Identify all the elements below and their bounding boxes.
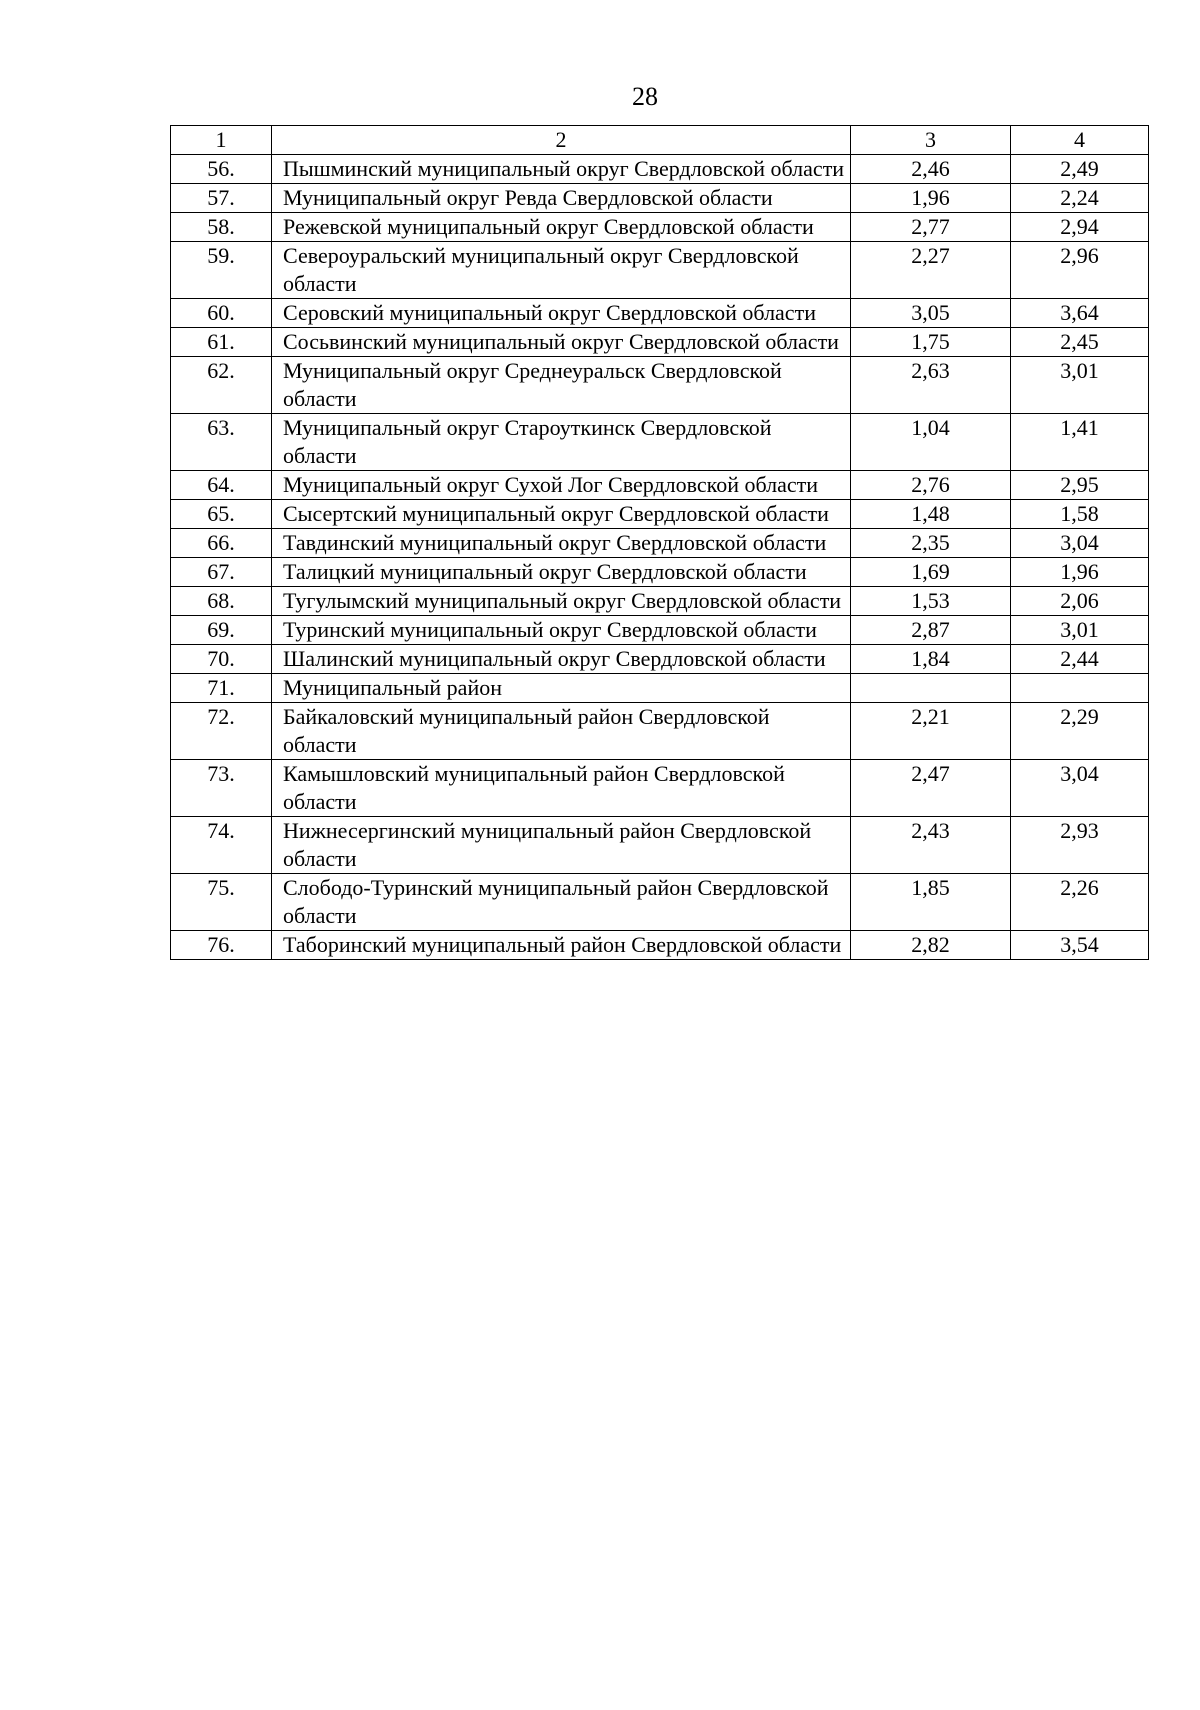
table-header-row bbox=[171, 126, 1149, 155]
row-value-col3-cell bbox=[851, 674, 1011, 703]
row-name-cell: Муниципальный округ Староуткинск Свердловской области bbox=[272, 414, 851, 471]
row-value-col4-cell: 3,54 bbox=[1011, 931, 1149, 960]
row-name-cell: Слободо-Туринский муниципальный район Свердловской области bbox=[272, 874, 851, 931]
row-value-col4-cell: 2,24 bbox=[1011, 184, 1149, 213]
row-value-col3-cell: 2,82 bbox=[851, 931, 1011, 960]
row-value-col3-cell: 1,75 bbox=[851, 328, 1011, 357]
row-number-cell: 67. bbox=[171, 558, 272, 587]
row-number-cell: 75. bbox=[171, 874, 272, 931]
row-value-col4-cell: 2,96 bbox=[1011, 242, 1149, 299]
row-number-cell: 60. bbox=[171, 299, 272, 328]
row-value-col3-cell: 2,47 bbox=[851, 760, 1011, 817]
row-value-col3-cell: 2,87 bbox=[851, 616, 1011, 645]
row-name-cell: Тугулымский муниципальный округ Свердловской области bbox=[272, 587, 851, 616]
row-number-cell: 71. bbox=[171, 674, 272, 703]
table-row bbox=[171, 674, 1149, 703]
row-number-cell: 58. bbox=[171, 213, 272, 242]
row-value-col3-cell: 2,35 bbox=[851, 529, 1011, 558]
row-name-cell: Таборинский муниципальный район Свердловской области bbox=[272, 931, 851, 960]
row-number-cell: 66. bbox=[171, 529, 272, 558]
row-name-cell: Муниципальный округ Ревда Свердловской области bbox=[272, 184, 851, 213]
table-row bbox=[171, 529, 1149, 558]
row-name-cell: Талицкий муниципальный округ Свердловской области bbox=[272, 558, 851, 587]
row-value-col4-cell: 2,26 bbox=[1011, 874, 1149, 931]
table-row bbox=[171, 874, 1149, 931]
row-value-col3-cell: 2,76 bbox=[851, 471, 1011, 500]
table-row bbox=[171, 817, 1149, 874]
table-row bbox=[171, 299, 1149, 328]
row-number-cell: 62. bbox=[171, 357, 272, 414]
row-value-col3-cell: 1,84 bbox=[851, 645, 1011, 674]
row-value-col4-cell: 2,93 bbox=[1011, 817, 1149, 874]
row-value-col4-cell: 3,04 bbox=[1011, 529, 1149, 558]
row-number-cell: 64. bbox=[171, 471, 272, 500]
row-value-col4-cell: 3,04 bbox=[1011, 760, 1149, 817]
header-cell: 2 bbox=[272, 126, 851, 155]
row-name-cell: Сосьвинский муниципальный округ Свердловской области bbox=[272, 328, 851, 357]
row-name-cell: Сысертский муниципальный округ Свердловской области bbox=[272, 500, 851, 529]
table-row bbox=[171, 931, 1149, 960]
row-number-cell: 73. bbox=[171, 760, 272, 817]
row-value-col3-cell: 1,85 bbox=[851, 874, 1011, 931]
row-name-cell: Туринский муниципальный округ Свердловской области bbox=[272, 616, 851, 645]
row-value-col4-cell: 2,44 bbox=[1011, 645, 1149, 674]
row-value-col3-cell: 1,96 bbox=[851, 184, 1011, 213]
row-number-cell: 59. bbox=[171, 242, 272, 299]
table-row bbox=[171, 500, 1149, 529]
row-value-col3-cell: 2,43 bbox=[851, 817, 1011, 874]
header-cell: 3 bbox=[851, 126, 1011, 155]
header-cell: 4 bbox=[1011, 126, 1149, 155]
row-value-col4-cell: 3,01 bbox=[1011, 357, 1149, 414]
row-name-cell: Муниципальный округ Сухой Лог Свердловской области bbox=[272, 471, 851, 500]
row-number-cell: 76. bbox=[171, 931, 272, 960]
row-number-cell: 72. bbox=[171, 703, 272, 760]
row-name-cell: Байкаловский муниципальный район Свердловской области bbox=[272, 703, 851, 760]
row-name-cell: Муниципальный округ Среднеуральск Свердловской области bbox=[272, 357, 851, 414]
row-number-cell: 74. bbox=[171, 817, 272, 874]
row-value-col3-cell: 2,77 bbox=[851, 213, 1011, 242]
data-table bbox=[170, 125, 1149, 960]
row-value-col4-cell: 2,49 bbox=[1011, 155, 1149, 184]
row-value-col4-cell: 3,64 bbox=[1011, 299, 1149, 328]
table-row bbox=[171, 471, 1149, 500]
row-value-col4-cell bbox=[1011, 674, 1149, 703]
row-value-col3-cell: 2,63 bbox=[851, 357, 1011, 414]
table-row bbox=[171, 645, 1149, 674]
row-number-cell: 57. bbox=[171, 184, 272, 213]
row-value-col3-cell: 3,05 bbox=[851, 299, 1011, 328]
table-row bbox=[171, 328, 1149, 357]
row-value-col4-cell: 2,06 bbox=[1011, 587, 1149, 616]
table-row bbox=[171, 357, 1149, 414]
row-name-cell: Серовский муниципальный округ Свердловской области bbox=[272, 299, 851, 328]
row-number-cell: 61. bbox=[171, 328, 272, 357]
row-name-cell: Североуральский муниципальный округ Свердловской области bbox=[272, 242, 851, 299]
row-value-col4-cell: 1,58 bbox=[1011, 500, 1149, 529]
table-row bbox=[171, 242, 1149, 299]
row-number-cell: 56. bbox=[171, 155, 272, 184]
header-cell: 1 bbox=[171, 126, 272, 155]
row-value-col4-cell: 3,01 bbox=[1011, 616, 1149, 645]
row-number-cell: 68. bbox=[171, 587, 272, 616]
row-value-col3-cell: 2,27 bbox=[851, 242, 1011, 299]
table-row bbox=[171, 558, 1149, 587]
row-name-cell: Камышловский муниципальный район Свердловской области bbox=[272, 760, 851, 817]
table-row bbox=[171, 213, 1149, 242]
row-name-cell: Муниципальный район bbox=[272, 674, 851, 703]
row-number-cell: 65. bbox=[171, 500, 272, 529]
row-number-cell: 63. bbox=[171, 414, 272, 471]
table-row bbox=[171, 760, 1149, 817]
row-value-col3-cell: 1,48 bbox=[851, 500, 1011, 529]
table-row bbox=[171, 703, 1149, 760]
row-name-cell: Шалинский муниципальный округ Свердловской области bbox=[272, 645, 851, 674]
row-name-cell: Пышминский муниципальный округ Свердловской области bbox=[272, 155, 851, 184]
row-number-cell: 69. bbox=[171, 616, 272, 645]
row-value-col3-cell: 1,04 bbox=[851, 414, 1011, 471]
table-row bbox=[171, 616, 1149, 645]
row-value-col3-cell: 1,69 bbox=[851, 558, 1011, 587]
row-name-cell: Режевской муниципальный округ Свердловской области bbox=[272, 213, 851, 242]
row-value-col4-cell: 2,95 bbox=[1011, 471, 1149, 500]
row-value-col3-cell: 1,53 bbox=[851, 587, 1011, 616]
row-value-col3-cell: 2,46 bbox=[851, 155, 1011, 184]
table-row bbox=[171, 155, 1149, 184]
row-value-col4-cell: 1,41 bbox=[1011, 414, 1149, 471]
row-value-col4-cell: 2,29 bbox=[1011, 703, 1149, 760]
row-value-col4-cell: 2,45 bbox=[1011, 328, 1149, 357]
row-value-col4-cell: 2,94 bbox=[1011, 213, 1149, 242]
table-row bbox=[171, 587, 1149, 616]
row-name-cell: Нижнесергинский муниципальный район Свердловской области bbox=[272, 817, 851, 874]
row-name-cell: Тавдинский муниципальный округ Свердловской области bbox=[272, 529, 851, 558]
table-row bbox=[171, 184, 1149, 213]
row-value-col3-cell: 2,21 bbox=[851, 703, 1011, 760]
table-row bbox=[171, 414, 1149, 471]
page-number: 28 bbox=[632, 82, 658, 111]
row-number-cell: 70. bbox=[171, 645, 272, 674]
row-value-col4-cell: 1,96 bbox=[1011, 558, 1149, 587]
